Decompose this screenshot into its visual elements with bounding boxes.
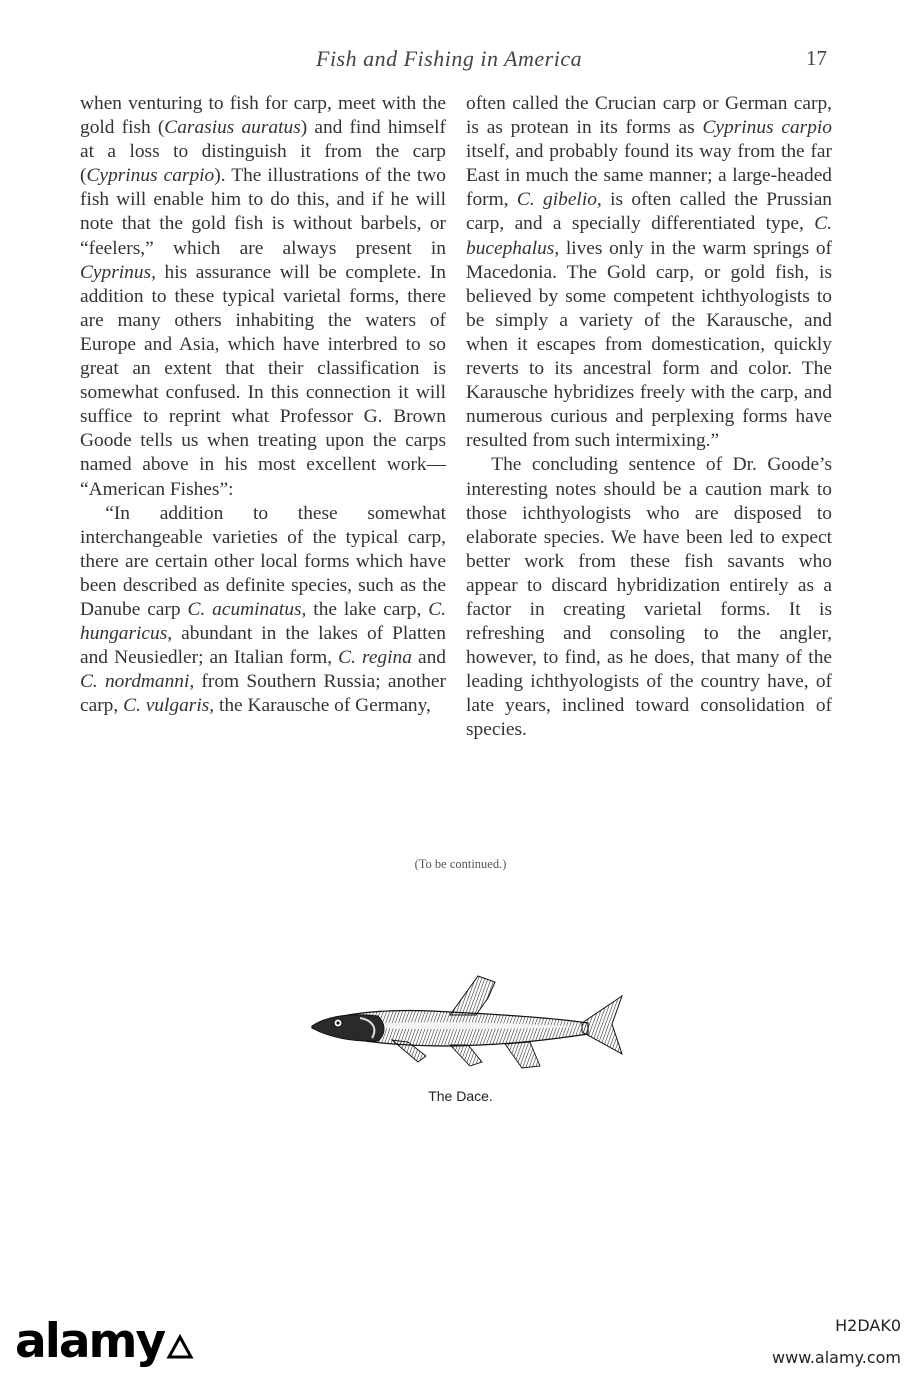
right-paragraph-2: The concluding sentence of Dr. Goode’s interesting notes should be a caution mark to those ichthyologists who are disposed to elaborate species. We have been led to expect better work from these fish savants who appear to discard hybridization entirely as a factor in creating varietal forms. It is refreshing and consoling to the angler, however, to find, as he does, that many of the leading ichthyologists of the country have, of late years, inclined toward consolidation of species. — [466, 454, 832, 741]
page-number: 17 — [806, 46, 827, 70]
left-paragraph-1: when venturing to fish for carp, meet with the gold fish (Carasius auratus) and find himself at a loss to distinguish it from the carp (Cyprinus carpio). The illustrations of the two fish will enable him to do this, and if he will note that the gold fish is without barbels, or “feelers,” which are always present in Cyprinus, his assurance will be complete. In addition to these typical varietal forms, there are many others inhabiting the waters of Europe and Asia, which have interbred to so great an extent that their classification is somewhat confused. In this connection it will suffice to reprint what Professor G. Brown Goode tells us when treating upon the carps named above in his most excellent work— “American Fishes”: — [80, 93, 447, 500]
stock-url[interactable]: www.alamy.com — [772, 1348, 901, 1367]
left-paragraph-2-quote: “In addition to these somewhat interchangeable varieties of the typical carp, there are certain other local forms which have been described as definite species, such as the Danube carp C. acuminatus, the lake carp, C. hungaricus, abundant in the lakes of Platten and Neusiedler; an Italian form, C. regina and C. nordmanni, from Southern Russia; another carp, C. vulgaris, the Karausche of Germany, — [80, 502, 446, 717]
page-header — [0, 46, 921, 76]
right-paragraph-1-quote-cont: often called the Crucian carp or German carp, is as protean in its forms as Cyprinus carpio itself, and probably found its way from the far East in much the same manner; a large-headed form, C. gibelio, is often called the Prussian carp, and a specially differentiated type, C. bucephalus, lives only in the warm springs of Macedonia. The Gold carp, or gold fish, is believed by some competent ichthyologists to be simply a variety of the Karausche, and when it escapes from domestication, quickly reverts to its ancestral form and color. The Karausche hybridizes freely with the carp, and numerous curious and perplexing forms have resulted from such intermixing.” — [466, 93, 832, 452]
dace-fish-icon — [300, 968, 630, 1088]
to-be-continued-note: (To be continued.) — [414, 857, 507, 871]
left-column — [80, 92, 446, 718]
alamy-mark-icon — [166, 1333, 194, 1361]
alamy-logo: alamy — [15, 1314, 194, 1369]
stock-image-id: H2DAK0 — [835, 1316, 901, 1335]
right-column — [466, 92, 832, 743]
stock-footer — [0, 1300, 921, 1390]
running-title: Fish and Fishing in America — [316, 46, 583, 71]
figure-caption: The Dace. — [428, 1088, 493, 1104]
